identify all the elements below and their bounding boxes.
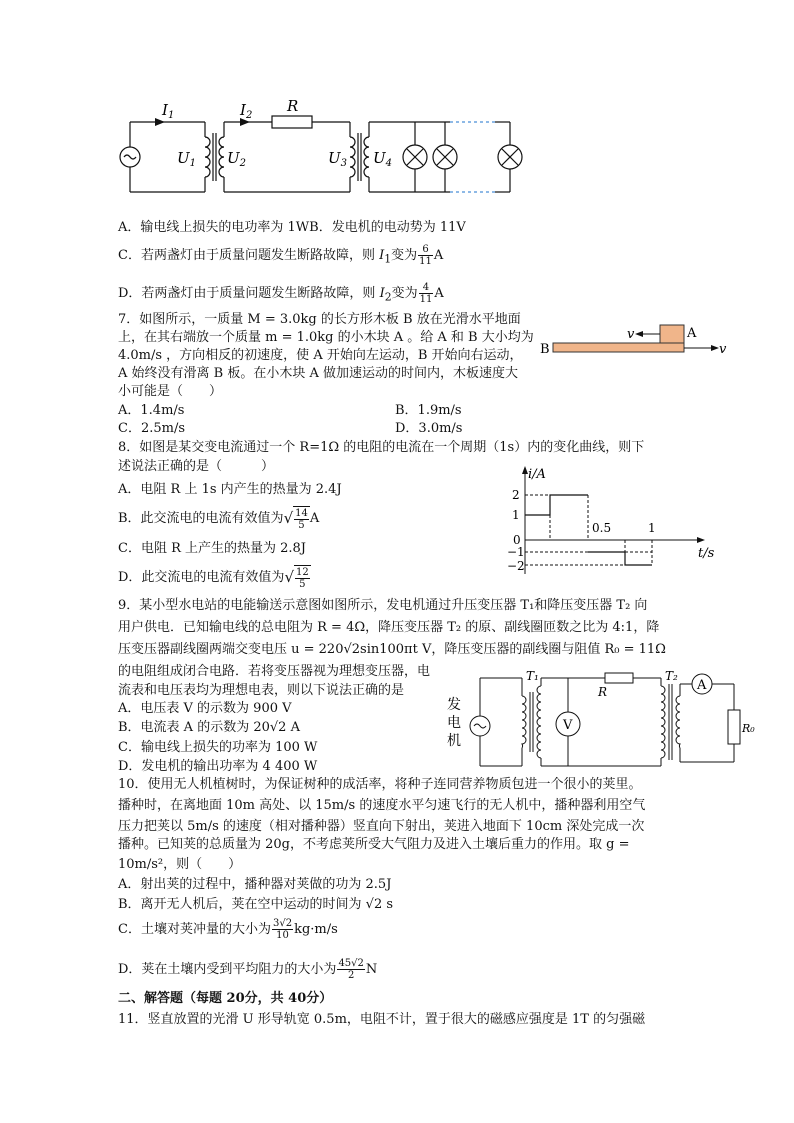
block-a-label: A bbox=[687, 326, 697, 341]
q10-line1: 10．使用无人机植树时，为保证树种的成活率，将种子连同营养物质包进一个很小的荚里。 bbox=[118, 777, 642, 792]
q8-option-a: A．电阻 R 上 1s 内产生的热量为 2.4J bbox=[118, 482, 342, 497]
label-U2: $U_2$ bbox=[227, 149, 247, 169]
x-tick-half: 0.5 bbox=[592, 521, 612, 535]
q8-option-d: D．此交流电的电流有效值为√ $\frac{12}{5}$ bbox=[118, 567, 309, 590]
q10-option-d: D．荚在土壤内受到平均阻力的大小为 $\frac{45√2}{2}$ N bbox=[118, 958, 378, 981]
y-tick-neg1: −1 bbox=[507, 545, 525, 559]
q9-option-c: C．输电线上损失的功率为 100 W bbox=[118, 740, 318, 755]
current-time-graph bbox=[500, 462, 730, 580]
transformer-circuit-figure bbox=[115, 95, 535, 205]
q9-option-b: B．电流表 A 的示数为 20√2 A bbox=[118, 720, 300, 735]
q10-line4: 播种。已知荚的总质量为 20g，不考虑荚所受大气阻力及进入土壤后重力的作用。取 g = bbox=[118, 837, 630, 852]
q9-line4: 的电阻组成闭合电路．若将变压器视为理想变压器，电 bbox=[118, 664, 431, 679]
q10-option-b: B．离开无人机后，荚在空中运动的时间为 √2 s bbox=[118, 897, 394, 912]
q10-option-a: A．射出荚的过程中，播种器对荚做的功为 2.5J bbox=[118, 877, 392, 892]
q10-line5: 10m/s²，则（ ） bbox=[118, 857, 242, 872]
q8-option-c: C．电阻 R 上产生的热量为 2.8J bbox=[118, 541, 307, 556]
generator-label-2: 电 bbox=[447, 715, 461, 731]
q7-line5: 小可能是（ ） bbox=[118, 384, 223, 399]
q8-line1: 8．如图是某交变电流通过一个 R=1Ω 的电阻的电流在一个周期（1s）内的变化曲线，则下 bbox=[118, 440, 645, 455]
label-U4: $U_4$ bbox=[373, 149, 393, 169]
graph-x-label: t/s bbox=[698, 546, 715, 561]
v-right-label: v bbox=[719, 342, 727, 357]
label-I1: $I_1$ bbox=[162, 101, 175, 121]
generator-label-3: 机 bbox=[447, 733, 461, 749]
q11-line1: 11．竖直放置的光滑 U 形导轨宽 0.5m，电阻不计，置于很大的磁感应强度是 1T 的匀强磁 bbox=[118, 1012, 646, 1027]
q10-line3: 压力把荚以 5m/s 的速度（相对播种器）竖直向下射出，荚进入地面下 10cm 深处完成一次 bbox=[118, 819, 645, 834]
label-U1: $U_1$ bbox=[177, 149, 197, 169]
q9-line5: 流表和电压表均为理想电表，则以下说法正确的是 bbox=[118, 683, 405, 698]
q10-line2: 播种时，在离地面 10m 高处、以 15m/s 的速度水平匀速飞行的无人机中，播种器利用空气 bbox=[118, 798, 646, 813]
t1-label: T₁ bbox=[526, 669, 539, 683]
q6-option-a: A．输电线上损失的电功率为 1WB．发电机的电动势为 11V bbox=[118, 220, 466, 235]
q9-line3: 压变压器副线圈两端交变电压 u = 220√2sin100πt V，降压变压器的副线圈与阻值 R₀ = 11Ω bbox=[118, 642, 666, 657]
y-tick-neg2: −2 bbox=[507, 559, 525, 573]
q10-option-c: C．土壤对荚冲量的大小为 $\frac{3√2}{10}$ kg·m/s bbox=[118, 918, 338, 941]
q7-option-c: C．2.5m/s bbox=[118, 421, 185, 436]
q7-line3: 4.0m/s ，方向相反的初速度，使 A 开始向左运动，B 开始向右运动， bbox=[118, 348, 523, 363]
r-label: R bbox=[598, 685, 608, 699]
y-tick-0: 0 bbox=[513, 533, 521, 547]
q7-line1: 7．如图所示，一质量 M = 3.0kg 的长方形木板 B 放在光滑水平地面 bbox=[118, 312, 521, 327]
y-tick-1: 1 bbox=[512, 508, 520, 522]
x-tick-one: 1 bbox=[648, 521, 656, 535]
board-b-label: B bbox=[540, 342, 550, 357]
q7-line2: 上，在其右端放一个质量 m = 1.0kg 的小木块 A 。给 A 和 B 大小均为 bbox=[118, 330, 534, 345]
q9-option-a: A．电压表 V 的示数为 900 V bbox=[118, 701, 292, 716]
section-title: 二、解答题（每题 20分，共 40分） bbox=[118, 991, 333, 1006]
q8-option-b: B．此交流电的电流有效值为√ $\frac{14}{5}$ A bbox=[118, 508, 320, 531]
r0-label: R₀ bbox=[742, 722, 755, 735]
t2-label: T₂ bbox=[665, 669, 678, 683]
q7-option-b: B．1.9m/s bbox=[395, 403, 462, 418]
board-block-figure bbox=[535, 318, 730, 363]
ammeter-label: A bbox=[697, 678, 707, 693]
hydro-station-figure bbox=[442, 666, 762, 774]
q8-line2: 述说法正确的是（ ） bbox=[118, 459, 275, 474]
q6-option-d: D．若两盏灯由于质量问题发生断路故障，则 $I_2$变为 $\frac{4}{11}$ A bbox=[118, 282, 444, 305]
y-tick-2: 2 bbox=[512, 488, 520, 502]
q7-option-a: A．1.4m/s bbox=[118, 403, 185, 418]
generator-label-1: 发 bbox=[447, 697, 461, 713]
label-R: R bbox=[287, 97, 299, 115]
v-left-label: v bbox=[627, 327, 635, 342]
q9-option-d: D．发电机的输出功率为 4 400 W bbox=[118, 759, 318, 774]
q9-line1: 9．某小型水电站的电能输送示意图如图所示，发电机通过升压变压器 T₁和降压变压器 T₂ 向 bbox=[118, 598, 648, 613]
q7-option-d: D．3.0m/s bbox=[395, 421, 463, 436]
label-U3: $U_3$ bbox=[328, 149, 348, 169]
label-I2: $I_2$ bbox=[240, 101, 253, 121]
graph-y-label: i/A bbox=[528, 467, 546, 482]
q7-line4: A 始终没有滑离 B 板。在小木块 A 做加速运动的时间内，木板速度大 bbox=[118, 366, 518, 381]
q6-option-c: C．若两盏灯由于质量问题发生断路故障，则 $I_1$变为 $\frac{6}{11}$ A bbox=[118, 244, 444, 267]
q9-line2: 用户供电．已知输电线的总电阻为 R = 4Ω，降压变压器 T₂ 的原、副线圈匝数之比为 4:1，降 bbox=[118, 620, 660, 635]
voltmeter-label: V bbox=[563, 718, 573, 733]
